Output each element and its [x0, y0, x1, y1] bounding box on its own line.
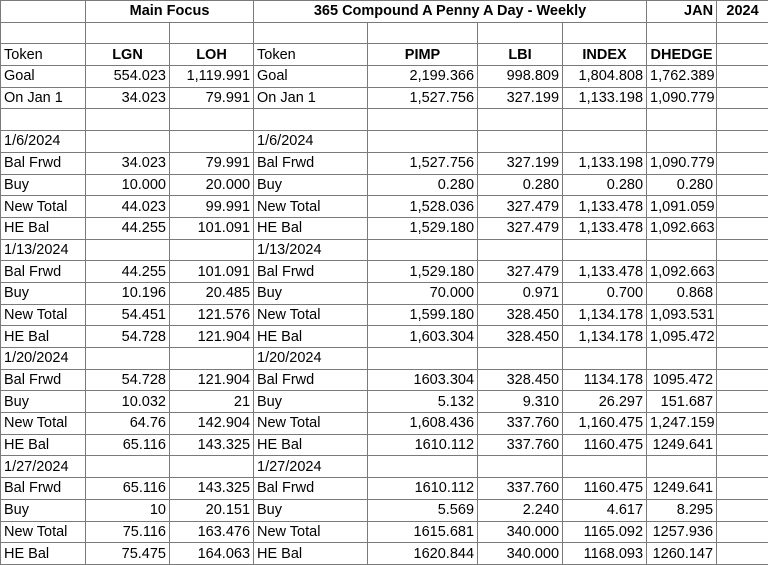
table-cell[interactable] [647, 348, 717, 370]
table-cell[interactable] [254, 109, 368, 131]
table-cell[interactable]: 21 [170, 391, 254, 413]
table-cell[interactable]: Bal Frwd [254, 261, 368, 283]
table-cell[interactable] [647, 456, 717, 478]
table-cell[interactable]: Bal Frwd [254, 369, 368, 391]
table-cell[interactable]: 1,133.198 [563, 152, 647, 174]
table-cell[interactable]: Buy [254, 391, 368, 413]
empty-cell[interactable] [717, 478, 768, 500]
table-cell[interactable] [368, 131, 478, 153]
table-row [1, 543, 768, 565]
empty-cell[interactable] [717, 239, 768, 261]
table-row [1, 87, 768, 109]
table-cell[interactable]: On Jan 1 [1, 87, 86, 109]
table-cell[interactable]: Buy [1, 499, 86, 521]
table-cell[interactable]: HE Bal [1, 217, 86, 239]
table-cell[interactable]: 1,603.304 [368, 326, 478, 348]
cell[interactable] [563, 22, 647, 44]
empty-cell[interactable] [717, 282, 768, 304]
empty-cell[interactable] [717, 304, 768, 326]
cell[interactable] [478, 22, 563, 44]
table-cell[interactable] [563, 456, 647, 478]
table-row [1, 174, 768, 196]
table-cell[interactable]: 0.280 [368, 174, 478, 196]
table-cell[interactable]: 0.280 [647, 174, 717, 196]
table-row [1, 391, 768, 413]
table-row [1, 196, 768, 218]
table-cell[interactable]: 44.023 [86, 196, 170, 218]
table-cell[interactable]: 8.295 [647, 499, 717, 521]
table-row [1, 348, 768, 370]
empty-cell[interactable] [717, 131, 768, 153]
table-cell[interactable]: New Total [254, 413, 368, 435]
table-cell[interactable]: 1,804.808 [563, 66, 647, 88]
table-cell[interactable]: 142.904 [170, 413, 254, 435]
table-cell[interactable]: 9.310 [478, 391, 563, 413]
table-cell[interactable]: New Total [1, 413, 86, 435]
table-row [1, 456, 768, 478]
empty-cell[interactable] [717, 521, 768, 543]
table-cell[interactable]: 121.904 [170, 326, 254, 348]
table-cell[interactable]: Goal [254, 66, 368, 88]
table-cell[interactable]: New Total [254, 196, 368, 218]
table-row [1, 369, 768, 391]
table-cell[interactable]: 1,092.663 [647, 217, 717, 239]
table-cell[interactable]: New Total [1, 304, 86, 326]
empty-cell[interactable] [717, 413, 768, 435]
table-cell[interactable]: Bal Frwd [1, 369, 86, 391]
table-cell[interactable]: 44.255 [86, 217, 170, 239]
table-cell[interactable]: 121.904 [170, 369, 254, 391]
table-row [1, 478, 768, 500]
empty-cell[interactable] [717, 369, 768, 391]
table-cell[interactable]: 75.116 [86, 521, 170, 543]
table-row [1, 326, 768, 348]
table-cell[interactable]: 151.687 [647, 391, 717, 413]
table-cell[interactable]: 0.868 [647, 282, 717, 304]
cell[interactable] [86, 22, 170, 44]
table-cell[interactable]: 1620.844 [368, 543, 478, 565]
table-cell[interactable]: 1249.641 [647, 478, 717, 500]
table-cell[interactable]: 340.000 [478, 543, 563, 565]
table-cell[interactable]: 1,091.059 [647, 196, 717, 218]
table-cell[interactable]: 337.760 [478, 478, 563, 500]
table-cell[interactable] [478, 131, 563, 153]
cell[interactable] [368, 22, 478, 44]
table-cell[interactable]: 340.000 [478, 521, 563, 543]
table-cell[interactable] [86, 239, 170, 261]
table-cell[interactable]: 10.196 [86, 282, 170, 304]
table-cell[interactable]: Bal Frwd [254, 152, 368, 174]
table-cell[interactable]: HE Bal [254, 543, 368, 565]
table-cell[interactable]: Bal Frwd [254, 478, 368, 500]
table-cell[interactable]: 99.991 [170, 196, 254, 218]
table-cell[interactable]: 1/13/2024 [254, 239, 368, 261]
empty-cell[interactable] [717, 152, 768, 174]
table-cell[interactable]: 328.450 [478, 304, 563, 326]
empty-cell[interactable] [717, 44, 768, 66]
table-cell[interactable]: 554.023 [86, 66, 170, 88]
table-cell[interactable]: 337.760 [478, 413, 563, 435]
table-cell[interactable]: 0.971 [478, 282, 563, 304]
table-cell[interactable]: Token [254, 44, 368, 66]
table-cell[interactable]: HE Bal [254, 326, 368, 348]
table-cell[interactable] [170, 348, 254, 370]
table-row [1, 261, 768, 283]
empty-cell[interactable] [717, 261, 768, 283]
table-cell[interactable] [478, 109, 563, 131]
empty-cell[interactable] [717, 434, 768, 456]
table-cell[interactable]: HE Bal [254, 217, 368, 239]
table-cell[interactable] [563, 348, 647, 370]
empty-cell[interactable] [717, 109, 768, 131]
table-row [1, 239, 768, 261]
table-cell[interactable]: 65.116 [86, 434, 170, 456]
table-cell[interactable]: 0.280 [563, 174, 647, 196]
year-label[interactable]: 2024 [717, 1, 768, 23]
table-cell[interactable]: HE Bal [1, 543, 86, 565]
table-cell[interactable]: 1/6/2024 [254, 131, 368, 153]
table-cell[interactable]: 1,133.478 [563, 196, 647, 218]
table-cell[interactable] [170, 131, 254, 153]
table-cell[interactable]: 79.991 [170, 87, 254, 109]
table-cell[interactable]: 1160.475 [563, 434, 647, 456]
table-cell[interactable]: 327.479 [478, 261, 563, 283]
table-row [1, 217, 768, 239]
table-cell[interactable]: Bal Frwd [1, 261, 86, 283]
empty-cell[interactable] [717, 391, 768, 413]
table-cell[interactable]: 1,529.180 [368, 217, 478, 239]
table-cell[interactable]: 328.450 [478, 326, 563, 348]
table-cell[interactable] [86, 348, 170, 370]
table-cell[interactable]: 1160.475 [563, 478, 647, 500]
table-cell[interactable]: INDEX [563, 44, 647, 66]
table-row [1, 152, 768, 174]
table-cell[interactable]: 26.297 [563, 391, 647, 413]
table-cell[interactable]: 64.76 [86, 413, 170, 435]
table-cell[interactable]: 70.000 [368, 282, 478, 304]
cell[interactable] [1, 1, 86, 23]
table-cell[interactable]: 1,119.991 [170, 66, 254, 88]
table-cell[interactable]: 1,762.389 [647, 66, 717, 88]
table-cell[interactable]: 101.091 [170, 261, 254, 283]
table-cell[interactable]: 1095.472 [647, 369, 717, 391]
table-row [1, 282, 768, 304]
empty-cell[interactable] [717, 348, 768, 370]
table-cell[interactable]: 337.760 [478, 434, 563, 456]
table-cell[interactable]: 1610.112 [368, 478, 478, 500]
table-cell[interactable]: 143.325 [170, 434, 254, 456]
table-cell[interactable]: New Total [254, 304, 368, 326]
cell[interactable] [647, 22, 717, 44]
cell[interactable] [170, 22, 254, 44]
table-cell[interactable]: 1134.178 [563, 369, 647, 391]
table-cell[interactable] [647, 131, 717, 153]
table-cell[interactable] [478, 456, 563, 478]
table-cell[interactable]: 1615.681 [368, 521, 478, 543]
table-cell[interactable]: 10.032 [86, 391, 170, 413]
table-cell[interactable]: 101.091 [170, 217, 254, 239]
table-cell[interactable]: 34.023 [86, 152, 170, 174]
table-cell[interactable]: 79.991 [170, 152, 254, 174]
table-cell[interactable]: 20.485 [170, 282, 254, 304]
table-cell[interactable]: 10 [86, 499, 170, 521]
table-cell[interactable] [563, 109, 647, 131]
table-cell[interactable]: 1/20/2024 [254, 348, 368, 370]
table-cell[interactable]: 1,134.178 [563, 326, 647, 348]
table-cell[interactable]: 44.255 [86, 261, 170, 283]
table-cell[interactable]: Buy [254, 174, 368, 196]
table-cell[interactable] [86, 109, 170, 131]
table-cell[interactable]: 1,608.436 [368, 413, 478, 435]
table-cell[interactable]: Buy [1, 174, 86, 196]
table-cell[interactable]: 1603.304 [368, 369, 478, 391]
table-cell[interactable]: 164.063 [170, 543, 254, 565]
table-row [1, 521, 768, 543]
empty-cell[interactable] [717, 326, 768, 348]
table-cell[interactable]: 163.476 [170, 521, 254, 543]
cell[interactable] [717, 22, 768, 44]
table-cell[interactable]: 75.475 [86, 543, 170, 565]
table-cell[interactable]: 327.199 [478, 87, 563, 109]
table-cell[interactable]: PIMP [368, 44, 478, 66]
table-cell[interactable]: 20.151 [170, 499, 254, 521]
table-cell[interactable]: 1,529.180 [368, 261, 478, 283]
table-cell[interactable]: 1165.092 [563, 521, 647, 543]
table-cell[interactable]: 1,090.779 [647, 152, 717, 174]
table-cell[interactable]: 1260.147 [647, 543, 717, 565]
empty-cell[interactable] [717, 196, 768, 218]
table-cell[interactable]: 1,133.198 [563, 87, 647, 109]
table-cell[interactable] [368, 109, 478, 131]
table-cell[interactable]: 0.700 [563, 282, 647, 304]
table-cell[interactable]: 327.479 [478, 196, 563, 218]
table-cell[interactable]: 1610.112 [368, 434, 478, 456]
table-cell[interactable]: 5.132 [368, 391, 478, 413]
table-cell[interactable]: Buy [1, 391, 86, 413]
table-cell[interactable] [86, 131, 170, 153]
table-cell[interactable]: 2,199.366 [368, 66, 478, 88]
empty-cell[interactable] [717, 499, 768, 521]
table-cell[interactable] [563, 239, 647, 261]
table-cell[interactable] [170, 109, 254, 131]
table-cell[interactable]: On Jan 1 [254, 87, 368, 109]
table-cell[interactable]: 1,093.531 [647, 304, 717, 326]
table-cell[interactable]: 1/6/2024 [1, 131, 86, 153]
table-cell[interactable]: Bal Frwd [1, 478, 86, 500]
main-focus-title[interactable]: Main Focus [86, 1, 254, 23]
table-cell[interactable]: 1/27/2024 [254, 456, 368, 478]
compound-title[interactable]: 365 Compound A Penny A Day - Weekly [254, 1, 647, 23]
table-cell[interactable] [563, 131, 647, 153]
empty-cell[interactable] [717, 456, 768, 478]
table-cell[interactable] [647, 239, 717, 261]
table-cell[interactable]: 5.569 [368, 499, 478, 521]
table-cell[interactable]: 1249.641 [647, 434, 717, 456]
table-cell[interactable]: HE Bal [254, 434, 368, 456]
empty-cell[interactable] [717, 543, 768, 565]
table-cell[interactable]: 1,092.663 [647, 261, 717, 283]
table-cell[interactable]: 1,528.036 [368, 196, 478, 218]
table-cell[interactable]: 54.728 [86, 326, 170, 348]
table-cell[interactable] [368, 456, 478, 478]
table-cell[interactable]: 4.617 [563, 499, 647, 521]
table-cell[interactable]: 0.280 [478, 174, 563, 196]
table-cell[interactable]: 121.576 [170, 304, 254, 326]
table-cell[interactable]: 1,090.779 [647, 87, 717, 109]
table-cell[interactable]: 1,527.756 [368, 152, 478, 174]
table-cell[interactable] [170, 456, 254, 478]
table-row [1, 499, 768, 521]
table-cell[interactable]: 1168.093 [563, 543, 647, 565]
table-cell[interactable]: 1/13/2024 [1, 239, 86, 261]
table-cell[interactable]: 327.199 [478, 152, 563, 174]
table-cell[interactable]: 65.116 [86, 478, 170, 500]
empty-cell[interactable] [717, 217, 768, 239]
table-cell[interactable]: 34.023 [86, 87, 170, 109]
cell[interactable] [1, 22, 86, 44]
table-cell[interactable] [478, 348, 563, 370]
title-row [1, 1, 768, 23]
table-cell[interactable]: LGN [86, 44, 170, 66]
table-cell[interactable]: 1,599.180 [368, 304, 478, 326]
table-cell[interactable]: 143.325 [170, 478, 254, 500]
table-cell[interactable]: 1/27/2024 [1, 456, 86, 478]
table-cell[interactable]: 1,247.159 [647, 413, 717, 435]
empty-cell[interactable] [717, 66, 768, 88]
table-cell[interactable]: Buy [254, 499, 368, 521]
table-cell[interactable]: 998.809 [478, 66, 563, 88]
table-cell[interactable]: Buy [254, 282, 368, 304]
month-label[interactable]: JAN [647, 1, 717, 23]
table-cell[interactable]: 1,133.478 [563, 217, 647, 239]
table-cell[interactable]: 327.479 [478, 217, 563, 239]
table-cell[interactable]: HE Bal [1, 434, 86, 456]
table-cell[interactable]: 1,134.178 [563, 304, 647, 326]
table-cell[interactable] [368, 239, 478, 261]
table-cell[interactable]: 10.000 [86, 174, 170, 196]
table-cell[interactable]: 1/20/2024 [1, 348, 86, 370]
table-cell[interactable] [478, 239, 563, 261]
table-cell[interactable]: 20.000 [170, 174, 254, 196]
table-cell[interactable] [1, 109, 86, 131]
table-cell[interactable]: LOH [170, 44, 254, 66]
table-cell[interactable]: 1,095.472 [647, 326, 717, 348]
table-row [1, 413, 768, 435]
table-cell[interactable]: 1,133.478 [563, 261, 647, 283]
table-cell[interactable]: New Total [1, 196, 86, 218]
blank-row [1, 22, 768, 44]
table-row [1, 131, 768, 153]
table-cell[interactable] [368, 348, 478, 370]
cell[interactable] [254, 22, 368, 44]
table-cell[interactable]: DHEDGE [647, 44, 717, 66]
table-cell[interactable]: Bal Frwd [1, 152, 86, 174]
table-cell[interactable]: LBI [478, 44, 563, 66]
table-cell[interactable]: 54.451 [86, 304, 170, 326]
table-cell[interactable]: 1,160.475 [563, 413, 647, 435]
table-cell[interactable]: 1,527.756 [368, 87, 478, 109]
table-cell[interactable]: Token [1, 44, 86, 66]
table-cell[interactable]: Goal [1, 66, 86, 88]
table-cell[interactable] [647, 109, 717, 131]
table-cell[interactable]: Buy [1, 282, 86, 304]
table-cell[interactable] [86, 456, 170, 478]
table-row [1, 109, 768, 131]
table-cell[interactable]: 328.450 [478, 369, 563, 391]
table-row [1, 304, 768, 326]
table-row [1, 66, 768, 88]
empty-cell[interactable] [717, 87, 768, 109]
empty-cell[interactable] [717, 174, 768, 196]
table-cell[interactable]: New Total [254, 521, 368, 543]
table-row [1, 434, 768, 456]
table-cell[interactable]: 54.728 [86, 369, 170, 391]
table-cell[interactable] [170, 239, 254, 261]
table-cell[interactable]: 2.240 [478, 499, 563, 521]
table-cell[interactable]: 1257.936 [647, 521, 717, 543]
table-cell[interactable]: HE Bal [1, 326, 86, 348]
table-cell[interactable]: New Total [1, 521, 86, 543]
table-row [1, 44, 768, 66]
